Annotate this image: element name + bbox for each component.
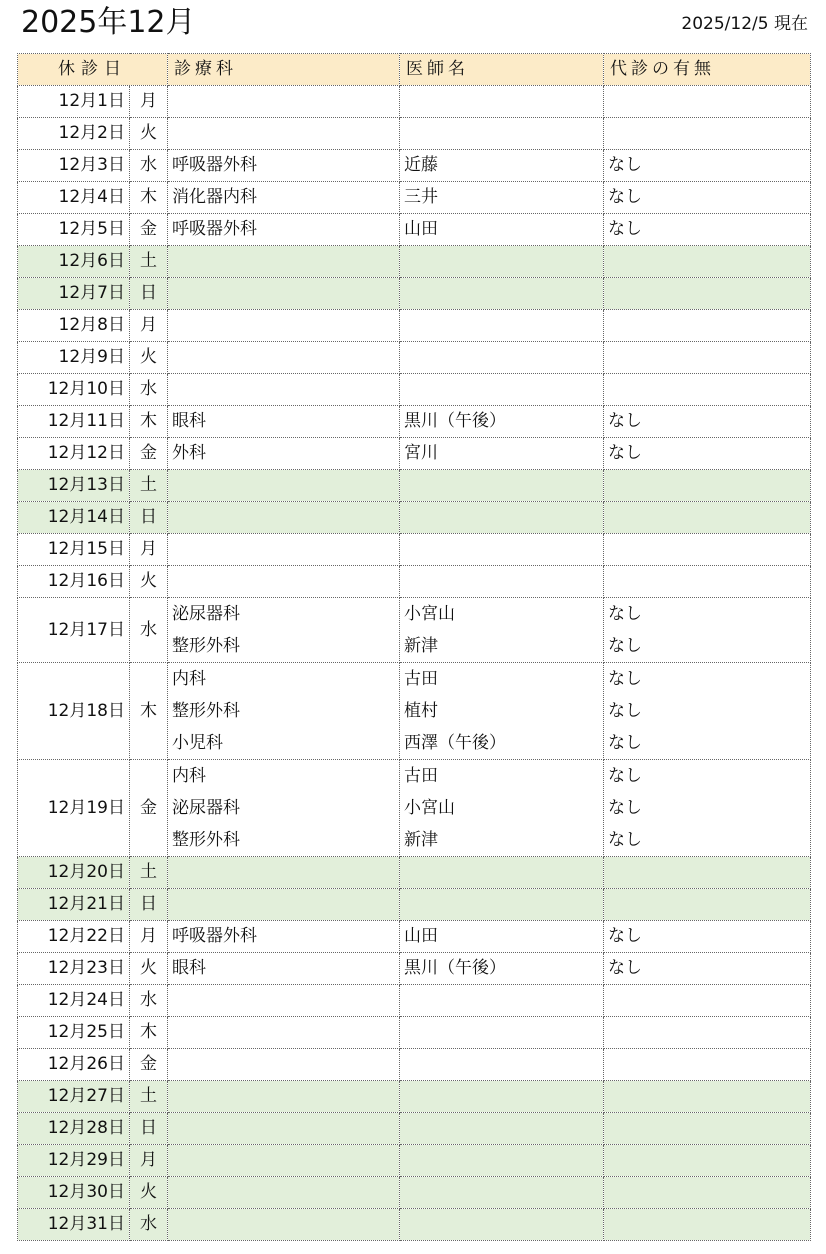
substitute-status: なし [608,411,642,431]
substitute-cell [604,310,811,342]
department-name: 整形外科 [172,636,240,656]
table-body [18,86,811,1241]
table-row [18,438,811,470]
doctor-cell [400,470,604,502]
date-cell: 12月26日 [18,1049,130,1081]
substitute-cell [604,953,811,985]
weekday-cell: 月 [130,1145,168,1177]
date-cell: 12月11日 [18,406,130,438]
header-substitute: 代診の有無 [604,54,811,86]
table-row [18,502,811,534]
substitute-cell [604,1113,811,1145]
date-cell: 12月4日 [18,182,130,214]
doctor-name: 小宮山 [404,604,455,624]
department-name: 整形外科 [172,830,240,850]
weekday-cell: 木 [130,1017,168,1049]
department-cell [168,760,400,857]
doctor-cell [400,760,604,857]
substitute-cell [604,921,811,953]
department-cell [168,985,400,1017]
department-name: 内科 [172,669,206,689]
doctor-name: 山田 [404,926,438,946]
department-name: 呼吸器外科 [172,926,257,946]
table-row [18,342,811,374]
doctor-cell [400,663,604,760]
substitute-cell [604,1145,811,1177]
substitute-cell [604,246,811,278]
department-name: 呼吸器外科 [172,155,257,175]
doctor-cell [400,374,604,406]
substitute-cell [604,406,811,438]
weekday-cell: 水 [130,1209,168,1241]
doctor-cell [400,246,604,278]
doctor-cell [400,150,604,182]
department-cell [168,663,400,760]
department-cell [168,566,400,598]
substitute-cell [604,1049,811,1081]
date-cell: 12月24日 [18,985,130,1017]
doctor-name: 西澤（午後） [404,733,506,753]
department-cell [168,502,400,534]
doctor-cell [400,953,604,985]
date-cell: 12月28日 [18,1113,130,1145]
department-cell [168,214,400,246]
department-name: 内科 [172,766,206,786]
date-cell: 12月21日 [18,889,130,921]
doctor-cell [400,534,604,566]
table-row [18,760,811,857]
table-row [18,889,811,921]
department-name: 呼吸器外科 [172,219,257,239]
department-cell [168,342,400,374]
doctor-cell [400,857,604,889]
table-row [18,150,811,182]
date-cell: 12月20日 [18,857,130,889]
substitute-cell [604,760,811,857]
doctor-name: 黒川（午後） [404,958,506,978]
weekday-cell: 木 [130,663,168,760]
substitute-cell [604,374,811,406]
weekday-cell: 木 [130,182,168,214]
table-row [18,246,811,278]
department-name: 泌尿器科 [172,798,240,818]
substitute-cell [604,663,811,760]
weekday-cell: 月 [130,86,168,118]
table-row [18,1177,811,1209]
department-cell [168,857,400,889]
department-cell [168,953,400,985]
date-cell: 12月16日 [18,566,130,598]
date-cell: 12月25日 [18,1017,130,1049]
weekday-cell: 日 [130,278,168,310]
table-row [18,598,811,663]
date-cell: 12月13日 [18,470,130,502]
date-cell: 12月10日 [18,374,130,406]
doctor-cell [400,342,604,374]
substitute-status: なし [608,669,642,689]
weekday-cell: 木 [130,406,168,438]
doctor-name: 古田 [404,669,438,689]
doctor-name: 古田 [404,766,438,786]
table-row [18,182,811,214]
table-row [18,86,811,118]
department-cell [168,1081,400,1113]
weekday-cell: 金 [130,760,168,857]
doctor-cell [400,118,604,150]
substitute-status: なし [608,926,642,946]
doctor-cell [400,1145,604,1177]
substitute-status: なし [608,219,642,239]
doctor-name: 黒川（午後） [404,411,506,431]
table-row [18,374,811,406]
doctor-cell [400,438,604,470]
substitute-status: なし [608,443,642,463]
doctor-cell [400,86,604,118]
date-cell: 12月22日 [18,921,130,953]
weekday-cell: 金 [130,214,168,246]
table-row [18,1017,811,1049]
department-name: 眼科 [172,411,206,431]
table-row [18,953,811,985]
substitute-cell [604,1017,811,1049]
department-cell [168,1177,400,1209]
department-cell [168,534,400,566]
doctor-cell [400,921,604,953]
weekday-cell: 水 [130,374,168,406]
substitute-status: なし [608,798,642,818]
substitute-status: なし [608,701,642,721]
doctor-name: 植村 [404,701,438,721]
date-cell: 12月27日 [18,1081,130,1113]
table-row [18,566,811,598]
department-name: 外科 [172,443,206,463]
substitute-cell [604,1209,811,1241]
table-row [18,1049,811,1081]
table-row [18,857,811,889]
department-cell [168,310,400,342]
substitute-cell [604,1081,811,1113]
substitute-cell [604,598,811,663]
substitute-cell [604,214,811,246]
table-header-row [18,54,811,86]
weekday-cell: 火 [130,1177,168,1209]
doctor-cell [400,566,604,598]
date-cell: 12月19日 [18,760,130,857]
substitute-cell [604,278,811,310]
department-name: 整形外科 [172,701,240,721]
weekday-cell: 水 [130,150,168,182]
date-cell: 12月15日 [18,534,130,566]
department-cell [168,1049,400,1081]
department-cell [168,246,400,278]
table-row [18,663,811,760]
weekday-cell: 火 [130,342,168,374]
doctor-cell [400,1177,604,1209]
substitute-status: なし [608,958,642,978]
department-cell [168,470,400,502]
weekday-cell: 火 [130,953,168,985]
table-row [18,214,811,246]
date-cell: 12月9日 [18,342,130,374]
table-row [18,985,811,1017]
doctor-cell [400,278,604,310]
weekday-cell: 土 [130,857,168,889]
date-cell: 12月7日 [18,278,130,310]
weekday-cell: 金 [130,438,168,470]
table-row [18,1081,811,1113]
date-cell: 12月12日 [18,438,130,470]
department-name: 消化器内科 [172,187,257,207]
doctor-cell [400,502,604,534]
weekday-cell: 土 [130,1081,168,1113]
substitute-cell [604,86,811,118]
substitute-cell [604,857,811,889]
substitute-cell [604,985,811,1017]
doctor-cell [400,1081,604,1113]
substitute-cell [604,502,811,534]
substitute-status: なし [608,636,642,656]
doctor-cell [400,214,604,246]
weekday-cell: 日 [130,889,168,921]
table-row [18,1113,811,1145]
date-cell: 12月6日 [18,246,130,278]
substitute-cell [604,889,811,921]
as-of-date: 2025/12/5 現在 [681,14,808,34]
department-name: 小児科 [172,733,223,753]
date-cell: 12月23日 [18,953,130,985]
date-cell: 12月18日 [18,663,130,760]
weekday-cell: 日 [130,502,168,534]
date-cell: 12月31日 [18,1209,130,1241]
department-cell [168,406,400,438]
date-cell: 12月1日 [18,86,130,118]
doctor-cell [400,598,604,663]
department-cell [168,150,400,182]
substitute-status: なし [608,604,642,624]
table-row [18,118,811,150]
substitute-cell [604,150,811,182]
department-cell [168,1113,400,1145]
weekday-cell: 金 [130,1049,168,1081]
weekday-cell: 日 [130,1113,168,1145]
doctor-cell [400,406,604,438]
department-cell [168,1209,400,1241]
substitute-cell [604,438,811,470]
table-row [18,921,811,953]
table-row [18,406,811,438]
substitute-cell [604,534,811,566]
date-cell: 12月2日 [18,118,130,150]
doctor-name: 近藤 [404,155,438,175]
doctor-name: 山田 [404,219,438,239]
weekday-cell: 土 [130,246,168,278]
doctor-cell [400,1017,604,1049]
department-cell [168,598,400,663]
doctor-cell [400,182,604,214]
department-name: 泌尿器科 [172,604,240,624]
department-cell [168,86,400,118]
substitute-cell [604,182,811,214]
date-cell: 12月5日 [18,214,130,246]
doctor-cell [400,310,604,342]
doctor-name: 小宮山 [404,798,455,818]
date-cell: 12月17日 [18,598,130,663]
table-row [18,1209,811,1241]
substitute-status: なし [608,766,642,786]
department-cell [168,1145,400,1177]
weekday-cell: 火 [130,118,168,150]
table-row [18,1145,811,1177]
doctor-cell [400,985,604,1017]
department-cell [168,118,400,150]
table-row [18,278,811,310]
holiday-schedule-table [17,53,811,1241]
date-cell: 12月30日 [18,1177,130,1209]
weekday-cell: 水 [130,985,168,1017]
doctor-name: 新津 [404,636,438,656]
substitute-cell [604,118,811,150]
weekday-cell: 月 [130,310,168,342]
weekday-cell: 火 [130,566,168,598]
date-cell: 12月8日 [18,310,130,342]
header-doctor: 医師名 [400,54,604,86]
doctor-name: 三井 [404,187,438,207]
substitute-cell [604,566,811,598]
department-name: 眼科 [172,958,206,978]
department-cell [168,182,400,214]
date-cell: 12月3日 [18,150,130,182]
weekday-cell: 月 [130,534,168,566]
doctor-name: 宮川 [404,443,438,463]
weekday-cell: 水 [130,598,168,663]
department-cell [168,374,400,406]
date-cell: 12月29日 [18,1145,130,1177]
page-title: 2025年12月 [21,5,196,40]
substitute-cell [604,342,811,374]
substitute-status: なし [608,733,642,753]
table-row [18,310,811,342]
doctor-cell [400,1113,604,1145]
substitute-status: なし [608,187,642,207]
substitute-cell [604,1177,811,1209]
date-cell: 12月14日 [18,502,130,534]
table-row [18,470,811,502]
department-cell [168,278,400,310]
table-row [18,534,811,566]
doctor-cell [400,889,604,921]
department-cell [168,921,400,953]
substitute-status: なし [608,830,642,850]
department-cell [168,1017,400,1049]
header-department: 診療科 [168,54,400,86]
weekday-cell: 土 [130,470,168,502]
weekday-cell: 月 [130,921,168,953]
department-cell [168,889,400,921]
substitute-status: なし [608,155,642,175]
doctor-cell [400,1049,604,1081]
doctor-name: 新津 [404,830,438,850]
doctor-cell [400,1209,604,1241]
header-holiday: 休診日 [18,54,168,86]
substitute-cell [604,470,811,502]
department-cell [168,438,400,470]
